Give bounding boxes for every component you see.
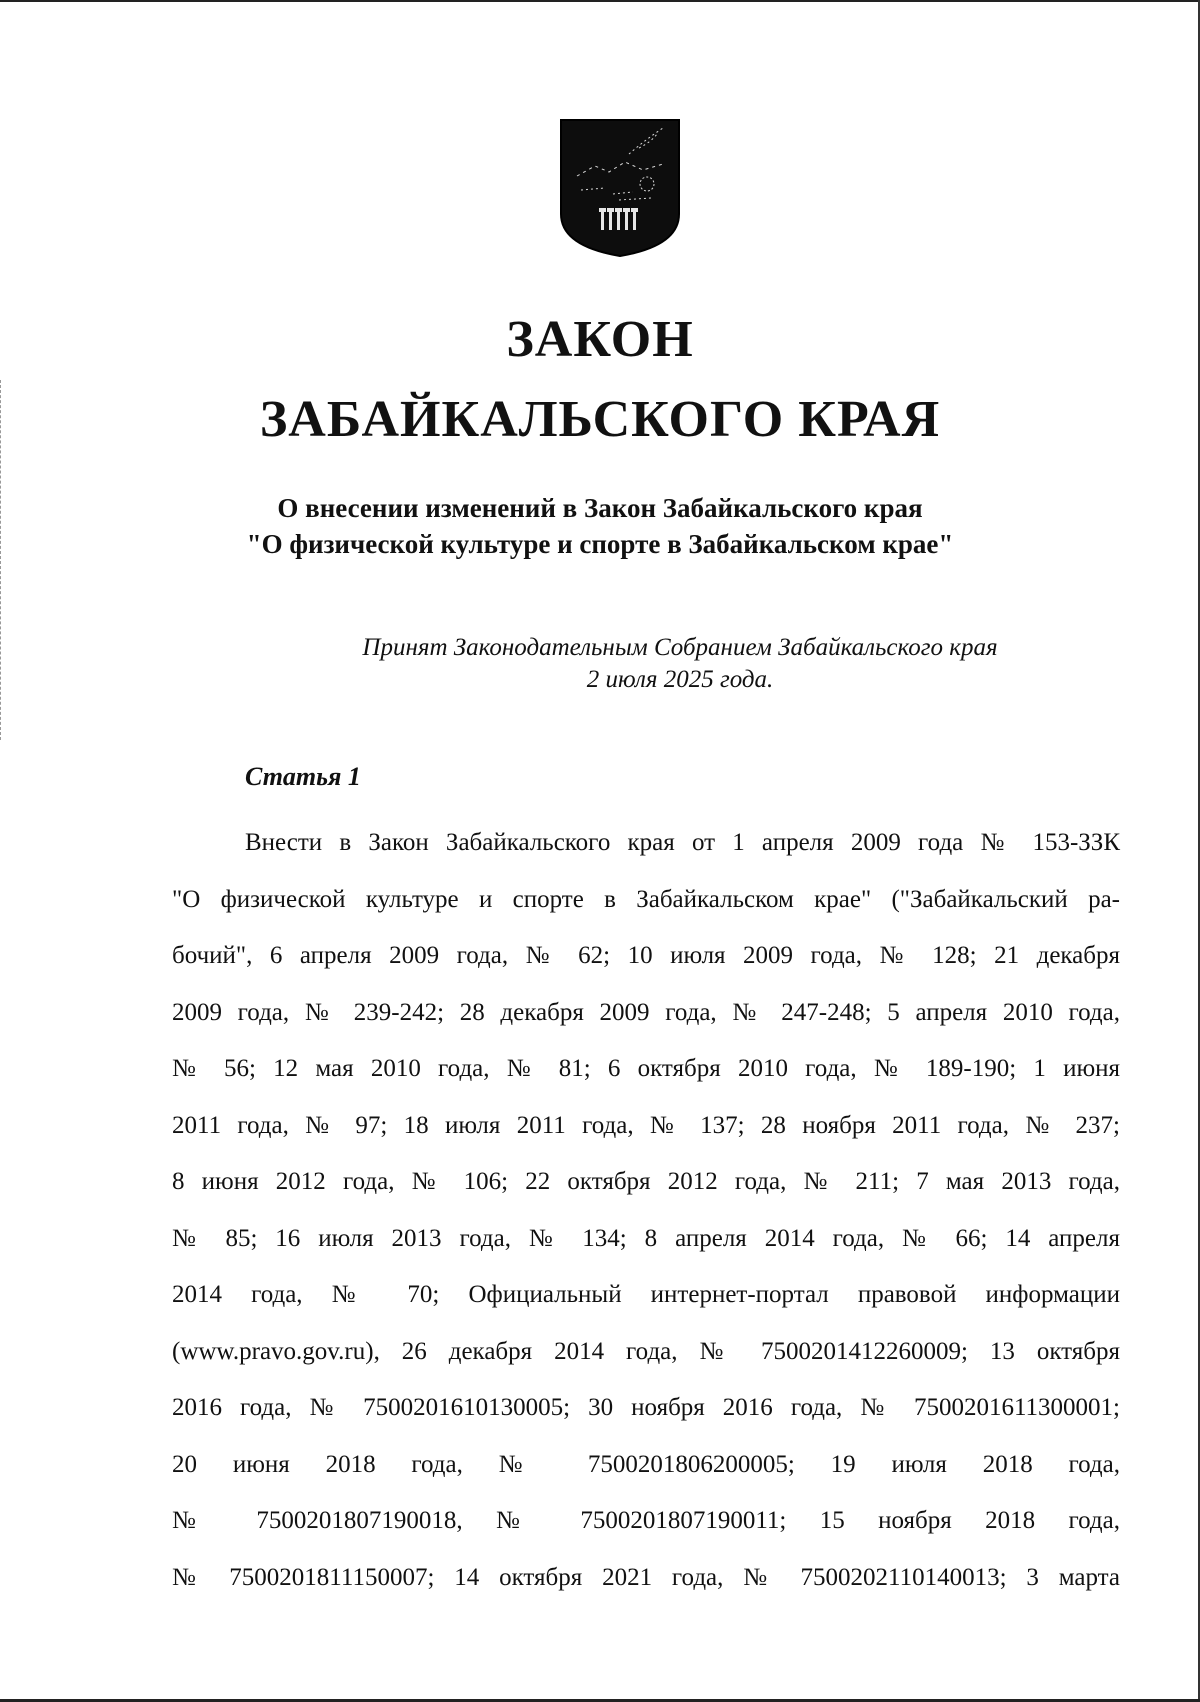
body-line: (www.pravo.gov.ru), 26 декабря 2014 года, № 7500201412260009; 13 октября [172,1337,1120,1365]
scan-edge-top [0,0,1200,2]
article-heading: Статья 1 [245,762,361,791]
law-subject-block [0,490,1200,562]
body-line: № 7500201807190018, № 7500201807190011; 15 ноября 2018 года, [172,1507,1120,1534]
body-line: 8 июня 2012 года, № 106; 22 октября 2012 года, № 211; 7 мая 2013 года, [172,1168,1120,1195]
coat-of-arms-icon [559,118,681,258]
law-subject-line-2: "О физической культуре и спорте в Забайкальском крае" [246,529,954,559]
body-line: 2009 года, № 239-242; 28 декабря 2009 года, № 247-248; 5 апреля 2010 года, [172,998,1120,1026]
body-line: "О физической культуре и спорте в Забайкальском крае" ("Забайкальский ра- [172,885,1120,913]
body-line: 2011 года, № 97; 18 июля 2011 года, № 137; 28 ноября 2011 года, № 237; [172,1111,1120,1139]
body-line: 2016 года, № 7500201610130005; 30 ноября 2016 года, № 7500201611300001; [172,1394,1120,1421]
body-line: 2014 года, № 70; Официальный интернет-портал правовой информации [172,1281,1120,1308]
body-line: № 85; 16 июля 2013 года, № 134; 8 апреля 2014 года, № 66; 14 апреля [172,1224,1120,1252]
law-title-block [0,300,1200,460]
body-line: 20 июня 2018 года, № 7500201806200005; 19 июля 2018 года, [172,1450,1120,1478]
law-title-line-2: ЗАБАЙКАЛЬСКОГО КРАЯ [259,391,941,448]
body-line: бочий", 6 апреля 2009 года, № 62; 10 июля 2009 года, № 128; 21 декабря [172,942,1120,969]
body-line: № 7500201811150007; 14 октября 2021 года, № 7500202110140013; 3 марта [172,1563,1120,1591]
body-line: № 56; 12 мая 2010 года, № 81; 6 октября 2010 года, № 189-190; 1 июня [172,1055,1120,1082]
shield-shape [561,120,679,256]
body-line: Внести в Закон Забайкальского края от 1 апреля 2009 года № 153-ЗЗК [245,829,1120,856]
law-title-line-1: ЗАКОН [506,311,694,368]
article-body [172,815,1120,1606]
adoption-date: 2 июля 2025 года. [586,666,774,693]
adoption-note [300,632,1060,696]
adoption-line-1: Принят Законодательным Собранием Забайкальского края [362,634,998,661]
law-subject-line-1: О внесении изменений в Закон Забайкальского края [277,493,923,523]
